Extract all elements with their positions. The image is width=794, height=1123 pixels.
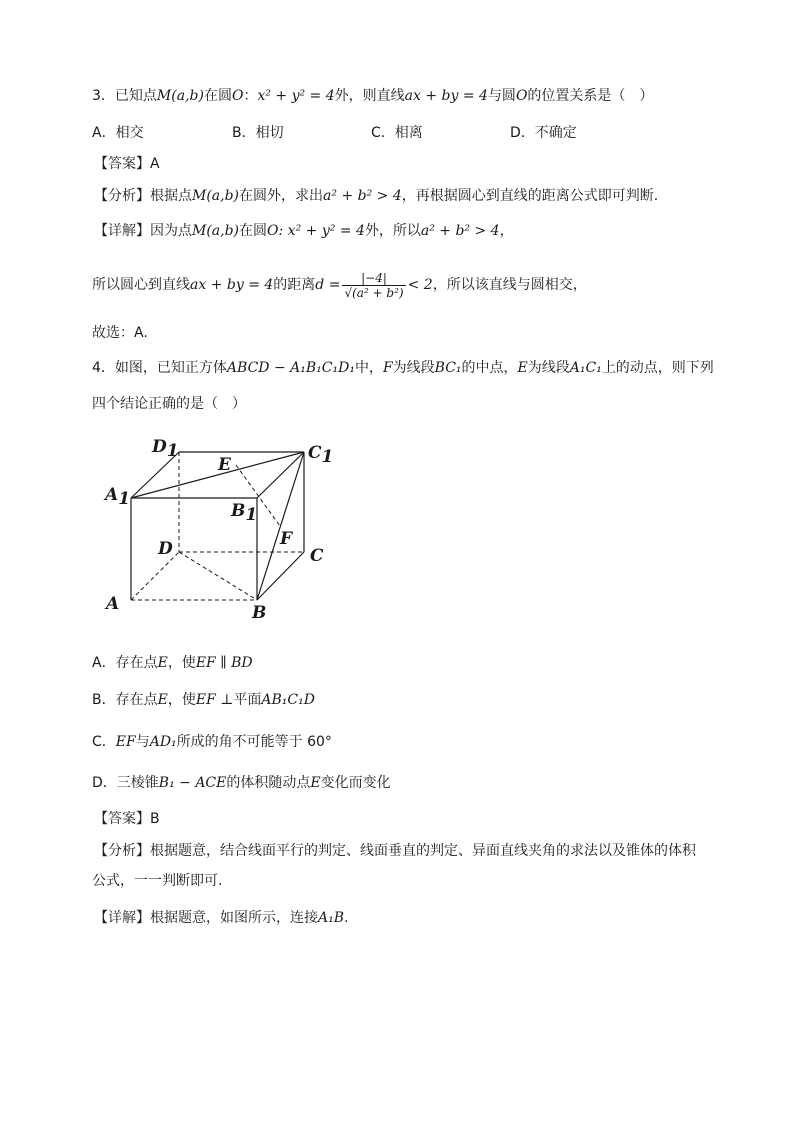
line-equation: ax + by = 4 — [404, 88, 488, 104]
q3-answer: 【答案】A — [94, 156, 160, 172]
circle-equation: x² + y² = 4 — [257, 88, 335, 104]
answer-tag: 【答案】 — [94, 811, 150, 827]
label-A: A — [106, 594, 120, 614]
label-C: C — [310, 546, 324, 566]
label-C1: C1 — [308, 443, 334, 467]
q3-stem: 3．已知点M(a,b)在圆O：x² + y² = 4外，则直线ax + by = 4与圆O的位置关系是（ ） — [92, 88, 654, 104]
q4-option-d: D．三棱锥B₁ − ACE的体积随动点E变化而变化 — [92, 775, 391, 791]
q3-detail: 【详解】因为点M(a,b)在圆O: x² + y² = 4外，所以a² + b² > 4， — [94, 223, 514, 239]
distance-fraction: $\frac{|-4|}{\text{√(a² + b²)}}$ — [344, 270, 404, 300]
hidden-edge-AD — [131, 552, 179, 600]
label-B1: B1 — [231, 501, 258, 525]
q4-stem: 4．如图，已知正方体ABCD − A₁B₁C₁D₁中，F为线段BC₁的中点，E为线段A₁C₁上的动点，则下列 — [92, 360, 714, 376]
q3-analysis: 【分析】根据点M(a,b)在圆外，求出a² + b² > 4，再根据圆心到直线的距离公式即可判断. — [94, 188, 659, 204]
cube-figure — [100, 428, 360, 628]
analysis-tag: 【分析】 — [94, 188, 150, 204]
cube-name: ABCD − A₁B₁C₁D₁ — [226, 360, 355, 376]
q4-option-c: C．EF与AD₁所成的角不可能等于 60° — [92, 734, 332, 750]
label-E: E — [218, 455, 231, 475]
detail-tag: 【详解】 — [94, 223, 150, 239]
label-D: D — [158, 539, 173, 559]
q3-option-c: C．相离 — [371, 125, 423, 141]
q3-choose: 故选：A. — [92, 325, 148, 341]
point-M: M(a,b) — [156, 88, 204, 104]
q3-option-b: B．相切 — [232, 125, 284, 141]
q4-stem-line2: 四个结论正确的是（ ） — [92, 396, 246, 412]
q3-distance: 所以圆心到直线ax + by = 4的距离d = $\frac{|-4|}{\text{√(a² + b²)}}$ < 2，所以该直线与圆相交， — [92, 270, 587, 300]
detail-tag: 【详解】 — [94, 910, 150, 926]
q4-detail: 【详解】根据题意，如图所示，连接A₁B. — [94, 910, 349, 926]
q4-analysis-line2: 公式，一一判断即可. — [92, 873, 223, 889]
q3-option-a: A．相交 — [92, 125, 144, 141]
label-B: B — [252, 603, 267, 623]
answer-tag: 【答案】 — [94, 156, 150, 172]
label-A1: A1 — [105, 485, 131, 509]
label-F: F — [280, 529, 293, 549]
hidden-segment-DB — [179, 552, 257, 600]
q4-answer: 【答案】B — [94, 811, 160, 827]
label-D1: D1 — [152, 437, 179, 461]
q4-option-a: A．存在点E，使EF ∥ BD — [92, 655, 253, 671]
q4-option-b: B．存在点E，使EF ⊥平面AB₁C₁D — [92, 692, 315, 708]
q4-analysis: 【分析】根据题意，结合线面平行的判定、线面垂直的判定、异面直线夹角的求法以及锥体的体积 — [94, 843, 696, 859]
q3-option-d: D．不确定 — [510, 125, 577, 141]
analysis-tag: 【分析】 — [94, 843, 150, 859]
